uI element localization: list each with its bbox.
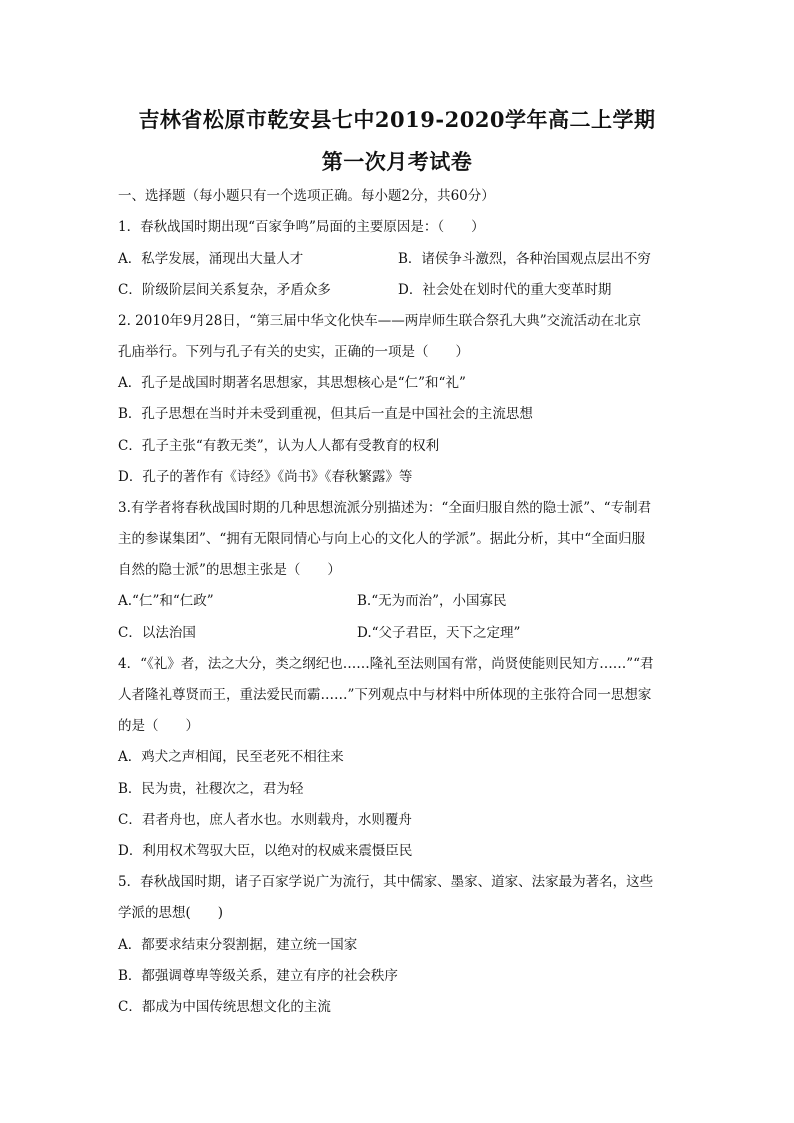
question-2-stem-line-1: 2. 2010年9月28日，“第三届中华文化快车——两岸师生联合祭孔大典”交流活动在北京 bbox=[118, 313, 642, 329]
question-4-option-a: A．鸡犬之声相闻，民至老死不相往来 bbox=[118, 749, 344, 765]
question-1-option-b: B．诸侯争斗激烈，各种治国观点层出不穷 bbox=[398, 251, 651, 267]
question-5-option-b: B．都强调尊卑等级关系，建立有序的社会秩序 bbox=[118, 968, 398, 984]
question-2-option-a: A．孔子是战国时期著名思想家，其思想核心是“仁”和“礼” bbox=[118, 375, 466, 391]
question-3-option-a: A.“仁”和“仁政” bbox=[118, 593, 214, 609]
question-3-option-d: D.“父子君臣，天下之定理” bbox=[357, 625, 521, 641]
question-1-stem: 1．春秋战国时期出现“百家争鸣”局面的主要原因是：（ ） bbox=[118, 219, 485, 235]
exam-subtitle: 第一次月考试卷 bbox=[321, 149, 473, 174]
exam-title: 吉林省松原市乾安县七中2019-2020学年高二上学期 bbox=[138, 107, 656, 132]
question-2-option-b: B．孔子思想在当时并未受到重视，但其后一直是中国社会的主流思想 bbox=[118, 406, 533, 422]
question-2-option-c: C．孔子主张“有教无类”，认为人人都有受教育的权利 bbox=[118, 438, 440, 454]
question-3-option-b: B.“无为而治”，小国寡民 bbox=[357, 593, 507, 609]
question-3-stem-line-2: 主的参谋集团”、“拥有无限同情心与向上心的文化人的学派”。据此分析，其中“全面归服 bbox=[118, 531, 646, 547]
question-1-option-d: D．社会处在划时代的重大变革时期 bbox=[398, 282, 612, 298]
question-4-option-b: B．民为贵，社稷次之，君为轻 bbox=[118, 781, 304, 797]
question-3-option-c: C．以法治国 bbox=[118, 625, 196, 641]
question-4-stem-line-3: 的是（ ） bbox=[118, 718, 199, 734]
question-3-stem-line-3: 自然的隐士派”的思想主张是（ ） bbox=[118, 562, 341, 578]
question-3-stem-line-1: 3.有学者将春秋战国时期的几种思想流派分别描述为：“全面归服自然的隐士派”、“专制君 bbox=[118, 500, 652, 516]
question-4-option-d: D．利用权术驾驭大臣，以绝对的权威来震慑臣民 bbox=[118, 843, 413, 859]
question-1-option-a: A．私学发展，涌现出大量人才 bbox=[118, 251, 304, 267]
question-4-stem-line-1: 4．“《礼》者，法之大分，类之纲纪也……隆礼至法则国有常，尚贤使能则民知方……”“君 bbox=[118, 656, 654, 672]
question-5-stem-line-2: 学派的思想( ) bbox=[118, 905, 224, 921]
question-4-option-c: C．君者舟也，庶人者水也。水则载舟，水则覆舟 bbox=[118, 812, 412, 828]
section-heading: 一、选择题（每小题只有一个选项正确。每小题2分，共60分） bbox=[118, 188, 495, 204]
question-4-stem-line-2: 人者隆礼尊贤而王，重法爱民而霸……”下列观点中与材料中所体现的主张符合同一思想家 bbox=[118, 687, 652, 703]
question-5-option-c: C．都成为中国传统思想文化的主流 bbox=[118, 999, 331, 1015]
question-5-option-a: A．都要求结束分裂割据，建立统一国家 bbox=[118, 937, 358, 953]
question-5-stem-line-1: 5．春秋战国时期，诸子百家学说广为流行，其中儒家、墨家、道家、法家最为著名，这些 bbox=[118, 874, 654, 890]
question-2-stem-line-2: 孔庙举行。下列与孔子有关的史实，正确的一项是（ ） bbox=[118, 344, 469, 360]
question-1-option-c: C．阶级阶层间关系复杂，矛盾众多 bbox=[118, 282, 331, 298]
question-2-option-d: D．孔子的著作有《诗经》《尚书》《春秋繁露》等 bbox=[118, 469, 413, 485]
